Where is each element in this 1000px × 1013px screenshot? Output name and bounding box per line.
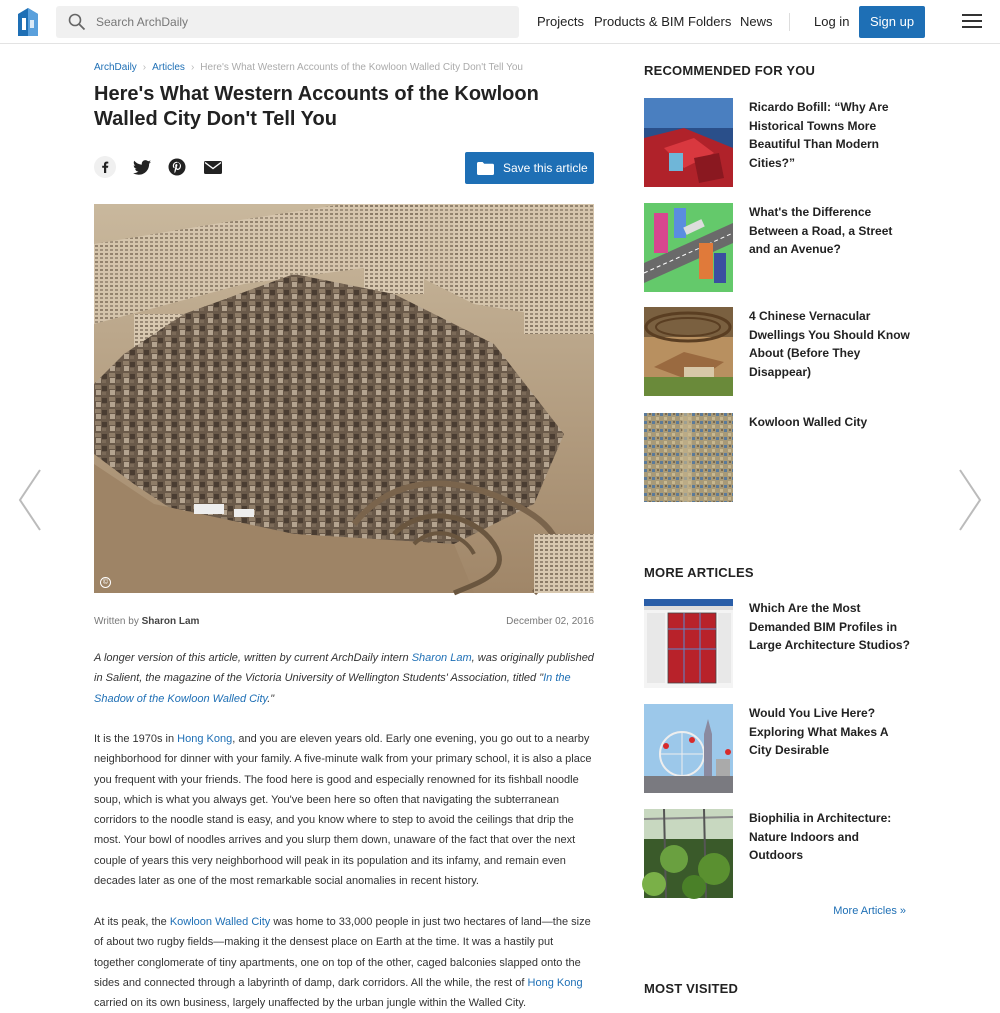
hamburger-menu-icon[interactable]	[962, 14, 982, 29]
save-article-label: Save this article	[503, 161, 588, 175]
recommended-item-title[interactable]: Kowloon Walled City	[749, 415, 868, 429]
recommended-thumbnail[interactable]	[644, 307, 733, 396]
hong-kong-link[interactable]: Hong Kong	[177, 733, 233, 745]
facebook-icon[interactable]	[94, 156, 116, 178]
copyright-icon: ©	[100, 577, 111, 588]
more-article-title[interactable]: Biophilia in Architecture: Nature Indoors and Outdoors	[749, 811, 892, 863]
breadcrumb-current: Here's What Western Accounts of the Kowloon Walled City Don't Tell You	[200, 62, 523, 73]
search-input[interactable]	[96, 6, 496, 38]
recommended-item-title[interactable]: Ricardo Bofill: “Why Are Historical Towns More Beautiful Than Modern Cities?”	[749, 100, 889, 171]
recommended-thumbnail[interactable]	[644, 203, 733, 292]
twitter-icon[interactable]	[131, 156, 153, 178]
recommended-item[interactable]	[644, 413, 908, 503]
nav-divider	[789, 13, 790, 31]
publish-date: December 02, 2016	[506, 616, 594, 627]
most-visited-heading: MOST VISITED	[644, 981, 739, 996]
recommended-thumbnail[interactable]	[644, 98, 733, 187]
article-paragraph	[94, 912, 594, 1013]
recommended-item[interactable]	[644, 98, 908, 188]
recommended-item-title[interactable]: What's the Difference Between a Road, a Street and an Avenue?	[749, 205, 893, 257]
more-article-thumbnail[interactable]	[644, 599, 733, 688]
email-icon[interactable]	[202, 156, 224, 178]
paragraph-text: was home to 33,000 people in just two hectares of land—the size of about two rugby fields—making it the densest place on Earth at the time. It was a hastily put together conglomerate of tiny apartments, one on top of the other, caged balconies slapped onto the sides and connected through a labyrinth of damp, dark corridors. All the while, the rest of	[94, 916, 591, 989]
archdaily-logo-icon[interactable]	[17, 6, 39, 38]
intro-text: , was originally published in Salient, the magazine of the Victoria University of Wellington Students' Association, titled "	[94, 652, 594, 685]
article-intro	[94, 648, 594, 709]
hero-image	[94, 204, 594, 593]
more-article-title[interactable]: Would You Live Here? Exploring What Makes A City Desirable	[749, 706, 889, 758]
more-article-thumbnail[interactable]	[644, 704, 733, 793]
byline	[94, 616, 199, 627]
signup-button[interactable]: Sign up	[859, 6, 925, 38]
recommended-heading: RECOMMENDED FOR YOU	[644, 63, 816, 78]
login-link[interactable]: Log in	[814, 14, 850, 29]
chevron-right-icon[interactable]	[958, 468, 982, 532]
more-article-thumbnail[interactable]	[644, 809, 733, 898]
paragraph-text: It is the 1970s in	[94, 733, 178, 745]
search-icon	[68, 13, 86, 31]
recommended-item[interactable]	[644, 203, 908, 293]
chevron-left-icon[interactable]	[18, 468, 42, 532]
search-bar[interactable]	[56, 6, 519, 38]
paragraph-text: carried on its own business, largely unaffected by the urban jungle within the Walled City.	[94, 997, 527, 1010]
folder-icon	[477, 162, 494, 175]
more-article-item[interactable]	[644, 704, 908, 794]
paragraph-text: , and you are eleven years old. Early one evening, you go out to a nearby neighborhood for dinner with your family. A five-minute walk from your primary school, it is also a place you frequent with your friends. The food here is good and especially renowned for its fishball noodle soup, which is what you always get. You've been here so often that navigating the subterranean corridors to the noodle stand is easy, and you know where to step to avoid the ceilings that drip the most. Your bowl of noodles arrives and you slurp them down, unaware of the fact that over the next couple of years this very neighborhood will peak in its population and its infamy, and remain even decades later as one of the most remarkable social anomalies in recent history.	[94, 733, 592, 888]
breadcrumb-articles[interactable]: Articles	[152, 62, 185, 73]
recommended-item-title[interactable]: 4 Chinese Vernacular Dwellings You Should Know About (Before They Disappear)	[749, 309, 910, 380]
nav-news[interactable]: News	[740, 14, 773, 29]
top-header	[0, 0, 1000, 44]
breadcrumb	[94, 62, 523, 73]
recommended-thumbnail[interactable]	[644, 413, 733, 502]
more-article-title[interactable]: Which Are the Most Demanded BIM Profiles in Large Architecture Studios?	[749, 601, 910, 653]
recommended-item[interactable]	[644, 307, 908, 397]
article-title: Here's What Western Accounts of the Kowloon Walled City Don't Tell You	[94, 83, 539, 130]
nav-products-bim[interactable]: Products & BIM	[594, 14, 685, 29]
kowloon-walled-city-link[interactable]: Kowloon Walled City	[169, 916, 271, 928]
intro-text: ."	[267, 692, 275, 705]
author-name[interactable]: Sharon Lam	[141, 616, 200, 627]
intro-text: A longer version of this article, written by current ArchDaily intern	[94, 652, 412, 664]
paragraph-text: At its peak, the	[94, 916, 170, 928]
article-paragraph	[94, 729, 594, 891]
breadcrumb-separator: ›	[190, 62, 195, 73]
nav-projects[interactable]: Projects	[537, 14, 584, 29]
more-article-item[interactable]	[644, 809, 908, 899]
breadcrumb-separator: ›	[142, 62, 147, 73]
nav-folders[interactable]: Folders	[688, 14, 732, 29]
byline-prefix: Written by	[94, 616, 139, 627]
more-article-item[interactable]	[644, 599, 908, 689]
intro-source-link[interactable]: In the Shadow of the Kowloon Walled City	[94, 672, 571, 705]
intro-author-link[interactable]: Sharon Lam	[411, 652, 472, 664]
breadcrumb-archdaily[interactable]: ArchDaily	[94, 62, 137, 73]
hong-kong-link[interactable]: Hong Kong	[527, 976, 583, 989]
more-articles-heading: MORE ARTICLES	[644, 565, 754, 580]
more-articles-link[interactable]: More Articles »	[833, 905, 906, 917]
pinterest-icon[interactable]	[166, 156, 188, 178]
save-article-button[interactable]	[465, 152, 594, 184]
